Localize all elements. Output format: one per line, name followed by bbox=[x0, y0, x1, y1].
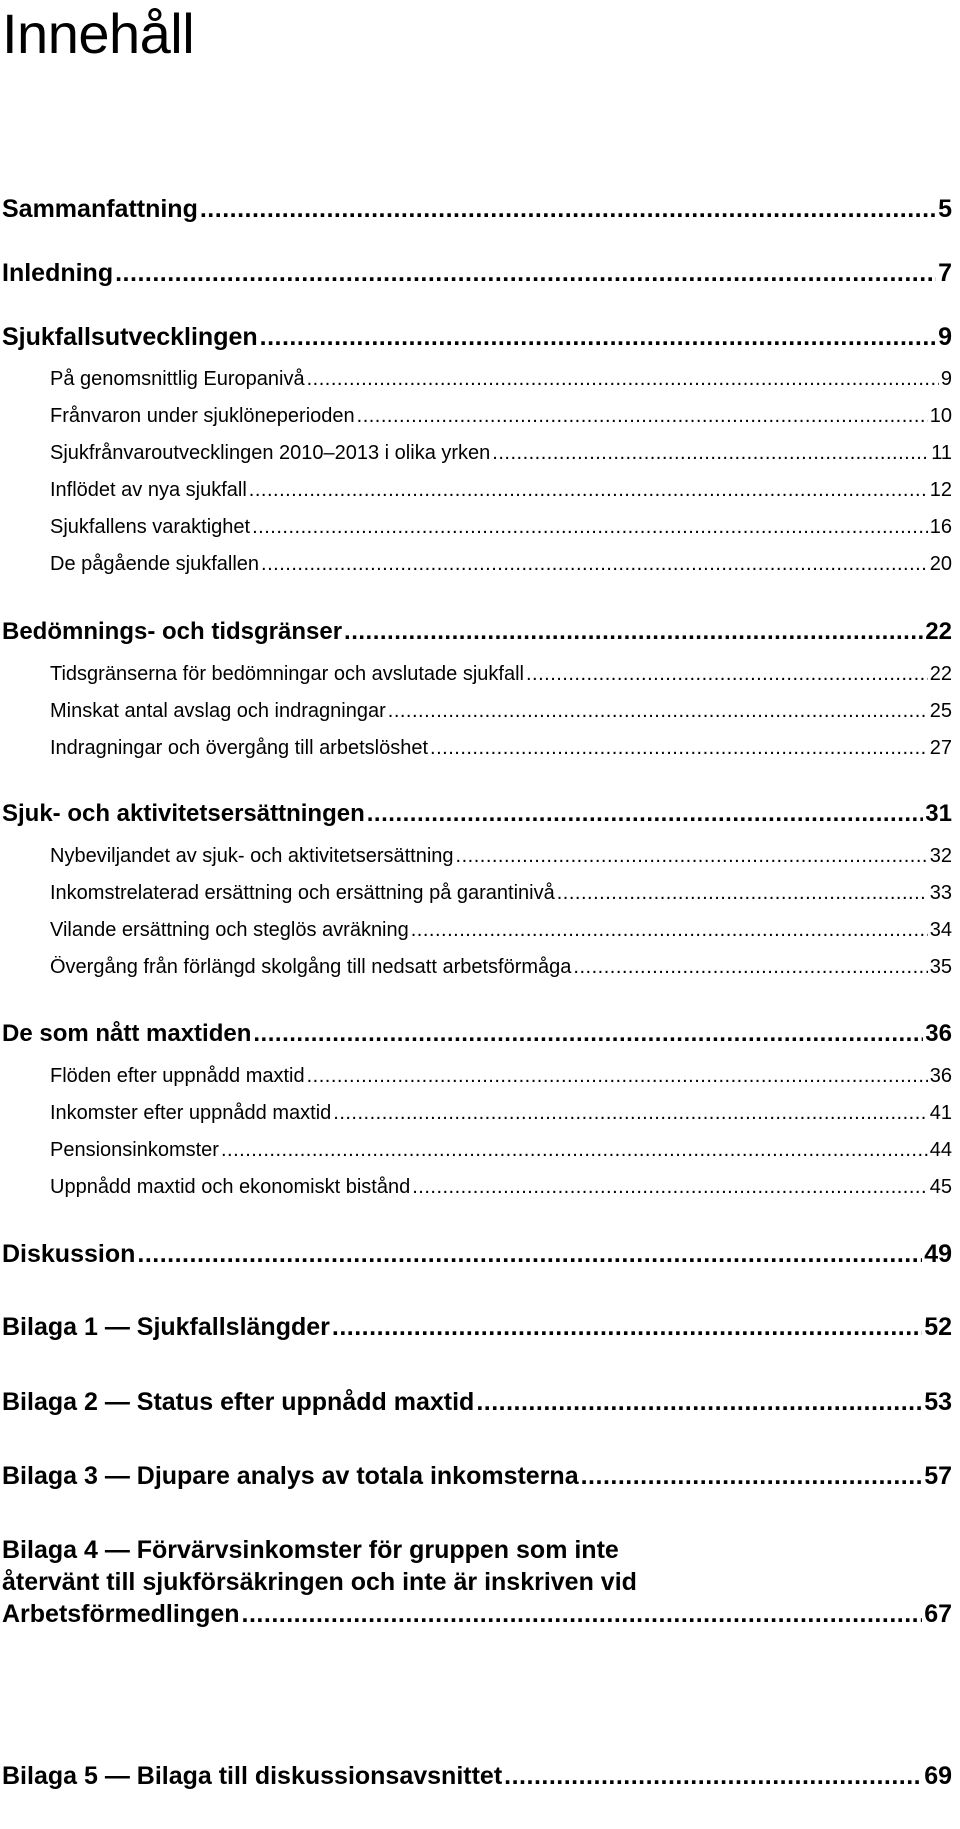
toc-entry-diskussion[interactable] bbox=[2, 1240, 952, 1269]
toc-entry-bedomnings[interactable] bbox=[2, 618, 952, 646]
toc-label: Bilaga 2 — Status efter uppnådd maxtid bbox=[2, 1388, 475, 1416]
toc-page-number: 16 bbox=[929, 516, 952, 538]
toc-label: Vilande ersättning och steglös avräkning bbox=[50, 919, 409, 941]
toc-label: Inledning bbox=[2, 259, 114, 287]
toc-leader bbox=[242, 1598, 923, 1630]
toc-label: Sammanfattning bbox=[2, 195, 198, 223]
toc-leader bbox=[456, 845, 928, 868]
toc-leader bbox=[260, 323, 936, 352]
toc-label: Uppnådd maxtid och ekonomiskt bistånd bbox=[50, 1176, 411, 1198]
toc-label: Indragningar och övergång till arbetslöshet bbox=[50, 737, 429, 759]
toc-entry-inflodet[interactable] bbox=[50, 479, 952, 502]
toc-entry-minskat-antal[interactable] bbox=[50, 700, 952, 723]
toc-leader bbox=[249, 479, 928, 502]
toc-page-number: 9 bbox=[938, 323, 952, 351]
page-title: Innehåll bbox=[2, 2, 195, 65]
toc-entry-bilaga-3[interactable] bbox=[2, 1462, 952, 1491]
toc-entry-overgang[interactable] bbox=[50, 956, 952, 979]
toc-label: Tidsgränserna för bedömningar och avslutade sjukfall bbox=[50, 663, 524, 685]
toc-page-number: 12 bbox=[929, 479, 952, 501]
toc-label: Flöden efter uppnådd maxtid bbox=[50, 1065, 305, 1087]
toc-label: Diskussion bbox=[2, 1240, 136, 1268]
toc-label: De som nått maxtiden bbox=[2, 1020, 252, 1047]
toc-entry-pensionsinkomster[interactable] bbox=[50, 1139, 952, 1162]
toc-entry-bilaga-2[interactable] bbox=[2, 1388, 952, 1417]
toc-leader bbox=[253, 1020, 923, 1048]
toc-leader bbox=[388, 700, 928, 723]
toc-leader bbox=[412, 1176, 928, 1199]
toc-entry-bilaga-1[interactable] bbox=[2, 1313, 952, 1342]
toc-leader bbox=[252, 516, 928, 539]
toc-label: Minskat antal avslag och indragningar bbox=[50, 700, 386, 722]
toc-leader bbox=[200, 195, 936, 224]
toc-entry-inledning[interactable] bbox=[2, 259, 952, 288]
toc-page-number: 44 bbox=[929, 1139, 952, 1161]
toc-leader bbox=[261, 553, 928, 576]
toc-leader bbox=[411, 919, 928, 942]
toc-label: Frånvaron under sjuklöneperioden bbox=[50, 405, 355, 427]
toc-leader bbox=[344, 618, 923, 646]
toc-entry-bilaga-5[interactable] bbox=[2, 1762, 952, 1791]
toc-leader bbox=[332, 1313, 922, 1342]
toc-label: Nybeviljandet av sjuk- och aktivitetsersättning bbox=[50, 845, 454, 867]
toc-page-number: 57 bbox=[924, 1462, 952, 1490]
toc-page-number: 11 bbox=[931, 442, 952, 464]
toc-leader bbox=[115, 259, 936, 288]
toc-leader bbox=[307, 1065, 928, 1088]
toc-page-number: 27 bbox=[929, 737, 952, 759]
toc-label-line-2: återvänt till sjukförsäkringen och inte är inskriven vid bbox=[2, 1568, 637, 1596]
toc-leader bbox=[357, 405, 928, 428]
toc-label: Övergång från förlängd skolgång till nedsatt arbetsförmåga bbox=[50, 956, 572, 978]
toc-page-number: 35 bbox=[929, 956, 952, 978]
toc-leader bbox=[476, 1388, 922, 1417]
toc-entry-pagaende[interactable] bbox=[50, 553, 952, 576]
toc-label: Bedömnings- och tidsgränser bbox=[2, 618, 343, 645]
toc-page-number: 53 bbox=[924, 1388, 952, 1416]
toc-page-number: 36 bbox=[929, 1065, 952, 1087]
toc-entry-sjuk-aktivitet[interactable] bbox=[2, 800, 952, 828]
toc-entry-inkomster[interactable] bbox=[50, 1102, 952, 1125]
toc-entry-nybeviljandet[interactable] bbox=[50, 845, 952, 868]
toc-entry-sjukfallsutvecklingen[interactable] bbox=[2, 323, 952, 352]
toc-page-number: 7 bbox=[938, 259, 952, 287]
toc-page-number: 22 bbox=[929, 663, 952, 685]
toc-page-number: 34 bbox=[929, 919, 952, 941]
toc-page-number: 36 bbox=[925, 1020, 952, 1047]
toc-entry-varaktighet[interactable] bbox=[50, 516, 952, 539]
toc-label: Sjuk- och aktivitetsersättningen bbox=[2, 800, 365, 827]
toc-leader bbox=[367, 800, 924, 828]
toc-page-number: 33 bbox=[929, 882, 952, 904]
toc-label: De pågående sjukfallen bbox=[50, 553, 260, 575]
toc-leader bbox=[307, 368, 939, 391]
toc-label: Inflödet av nya sjukfall bbox=[50, 479, 247, 501]
toc-leader bbox=[430, 737, 928, 760]
toc-page-number: 49 bbox=[924, 1240, 952, 1268]
toc-leader bbox=[333, 1102, 927, 1125]
toc-entry-olika-yrken[interactable] bbox=[50, 442, 952, 465]
toc-leader bbox=[581, 1462, 923, 1491]
toc-leader bbox=[573, 956, 927, 979]
toc-leader bbox=[492, 442, 929, 465]
toc-label: Bilaga 3 — Djupare analys av totala inkomsterna bbox=[2, 1462, 579, 1490]
toc-last-line bbox=[2, 1598, 952, 1630]
toc-entry-sammanfattning[interactable] bbox=[2, 195, 952, 224]
toc-label: Inkomstrelaterad ersättning och ersättning på garantinivå bbox=[50, 882, 555, 904]
toc-leader bbox=[526, 663, 928, 686]
toc-leader bbox=[557, 882, 928, 905]
toc-label: Sjukfallsutvecklingen bbox=[2, 323, 258, 351]
toc-page-number: 9 bbox=[940, 368, 952, 390]
toc-label: Inkomster efter uppnådd maxtid bbox=[50, 1102, 332, 1124]
toc-page-number: 25 bbox=[929, 700, 952, 722]
toc-entry-europaniva[interactable] bbox=[50, 368, 952, 391]
toc-page-number: 69 bbox=[924, 1762, 952, 1790]
toc-label: Sjukfrånvaroutvecklingen 2010–2013 i olika yrken bbox=[50, 442, 491, 464]
toc-page-number: 10 bbox=[929, 405, 952, 427]
toc-label: Bilaga 5 — Bilaga till diskussionsavsnittet bbox=[2, 1762, 503, 1790]
toc-page-number: 20 bbox=[929, 553, 952, 575]
toc-leader bbox=[137, 1240, 922, 1269]
toc-entry-tidsgranserna[interactable] bbox=[50, 663, 952, 686]
toc-page-number: 32 bbox=[929, 845, 952, 867]
toc-page-number: 41 bbox=[929, 1102, 952, 1124]
toc-page-number: 52 bbox=[924, 1313, 952, 1341]
toc-page-number: 67 bbox=[924, 1600, 952, 1628]
toc-entry-inkomstrelaterad[interactable] bbox=[50, 882, 952, 905]
toc-label-line-1: Bilaga 4 — Förvärvsinkomster för gruppen som inte bbox=[2, 1536, 619, 1564]
toc-label: Pensionsinkomster bbox=[50, 1139, 219, 1161]
toc-entry-sjukloneperioden[interactable] bbox=[50, 405, 952, 428]
toc-label-line-3: Arbetsförmedlingen bbox=[2, 1600, 240, 1628]
toc-page-number: 22 bbox=[925, 618, 952, 645]
toc-page-number: 45 bbox=[929, 1176, 952, 1198]
toc-leader bbox=[504, 1762, 922, 1791]
toc-label: Bilaga 1 — Sjukfallslängder bbox=[2, 1313, 330, 1341]
toc-entry-floden[interactable] bbox=[50, 1065, 952, 1088]
toc-entry-vilande[interactable] bbox=[50, 919, 952, 942]
toc-entry-maxtiden[interactable] bbox=[2, 1020, 952, 1048]
toc-entry-ekonomiskt-bistand[interactable] bbox=[50, 1176, 952, 1199]
toc-page-number: 5 bbox=[938, 195, 952, 223]
toc-label: Sjukfallens varaktighet bbox=[50, 516, 251, 538]
toc-leader bbox=[221, 1139, 928, 1162]
toc-label: På genomsnittlig Europanivå bbox=[50, 368, 305, 390]
toc-entry-indragningar[interactable] bbox=[50, 737, 952, 760]
toc-page-number: 31 bbox=[925, 800, 952, 827]
toc-entry-bilaga-4[interactable] bbox=[2, 1534, 952, 1630]
